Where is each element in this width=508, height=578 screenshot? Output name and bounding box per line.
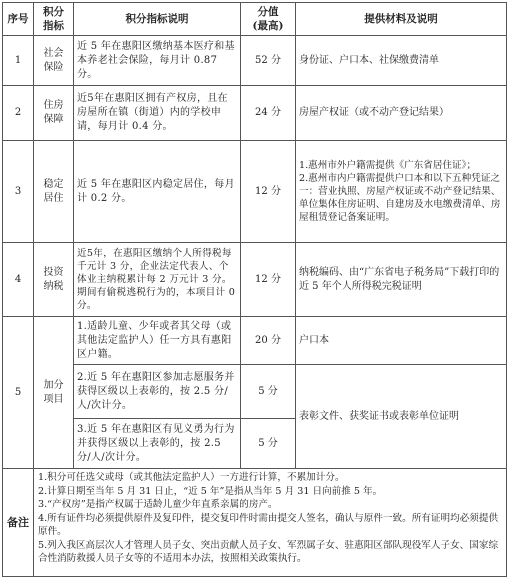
row-desc: 近5年在惠阳区拥有产权房，且在房屋所在镇（街道）内的学校申请，每月计 0.4 分。 xyxy=(74,86,241,141)
table-row xyxy=(3,317,507,365)
row-item: 社会 保险 xyxy=(34,36,74,86)
row-index: 2 xyxy=(3,86,34,141)
table-row xyxy=(3,243,507,317)
row-desc: 2.近 5 年在惠阳区参加志愿服务并获得区级以上表彰的，按 2.5 分/人/次计分。 xyxy=(74,365,241,419)
notes-label: 备注 xyxy=(3,469,34,577)
note-item: 2.计算日期至当年 5 月 31 日止，“近 5 年”是指从当年 5 月 31 日向前推 5 年。 xyxy=(38,485,383,497)
row-index: 5 xyxy=(3,317,34,469)
row-index: 1 xyxy=(3,36,34,86)
header-row xyxy=(3,3,507,36)
row-materials: 1.惠州市外户籍需提供《广东省居住证》； 2.惠州市内户籍需提供户口本和以下五种凭证之一：营业执照、房屋产权证或不动产登记结果、单位集体住房证明、自建房及水电缴费清单、房屋租赁登记备案证明。 xyxy=(296,141,507,243)
row-materials: 房屋产权证（或不动产登记结果） xyxy=(296,86,507,141)
row-desc: 近5年，在惠阳区缴纳个人所得税每千元计 3 分，企业法定代表人、个体业主纳税累计每 2 万元计 3 分。期间有偷税逃税行为的，本项目计 0 分。 xyxy=(74,243,241,317)
points-table xyxy=(2,2,507,577)
table-row xyxy=(3,86,507,141)
row-desc: 近 5 年在惠阳区缴纳基本医疗和基本养老社会保险，每月计 0.87 分。 xyxy=(74,36,241,86)
row-materials: 表彰文件、获奖证书或表彰单位证明 xyxy=(296,365,507,469)
header-index: 序号 xyxy=(3,3,34,36)
row-materials: 纳税编码、由“广东省电子税务局”下载打印的近 5 年个人所得税完税证明 xyxy=(296,243,507,317)
note-item: 1.积分可任选父或母（或其他法定监护人）一方进行计算，不累加计分。 xyxy=(38,472,345,483)
row-score: 12 分 xyxy=(241,243,296,317)
row-score: 24 分 xyxy=(241,86,296,141)
row-item: 住房 保障 xyxy=(34,86,74,141)
table-row xyxy=(3,365,507,419)
header-item: 积分 指标 xyxy=(34,3,74,36)
row-desc: 1.适龄儿童、少年或者其父母（或其他法定监护人）任一方具有惠阳区户籍。 xyxy=(74,317,241,365)
header-materials: 提供材料及说明 xyxy=(296,3,507,36)
row-materials: 户口本 xyxy=(296,317,507,365)
row-item: 投资 纳税 xyxy=(34,243,74,317)
notes-row xyxy=(3,469,507,577)
notes-content xyxy=(34,469,507,577)
row-item: 稳定 居住 xyxy=(34,141,74,243)
row-index: 3 xyxy=(3,141,34,243)
row-item: 加分 项目 xyxy=(34,317,74,469)
header-score: 分值 (最高) xyxy=(241,3,296,36)
row-score: 52 分 xyxy=(241,36,296,86)
note-item: 3.“产权房”是指产权属于适龄儿童少年直系亲属的房产。 xyxy=(38,499,278,510)
row-index: 4 xyxy=(3,243,34,317)
row-desc: 3.近 5 年在惠阳区有见义勇为行为并获得区级以上表彰的，按 2.5 分/人/次计分。 xyxy=(74,419,241,469)
table-row xyxy=(3,141,507,243)
row-materials: 身份证、户口本、社保缴费清单 xyxy=(296,36,507,86)
row-score: 12 分 xyxy=(241,141,296,243)
row-desc: 近 5 年在惠阳区内稳定居住，每月计 0.2 分。 xyxy=(74,141,241,243)
row-score: 5 分 xyxy=(241,419,296,469)
note-item: 4.所有证件均必须提供原件及复印件，提交复印件时需由提交人签名，确认与原件一致。所有证明均必须提供原件。 xyxy=(38,512,499,537)
row-score: 5 分 xyxy=(241,365,296,419)
header-desc: 积分指标说明 xyxy=(74,3,241,36)
table-row xyxy=(3,36,507,86)
note-item: 5.列入我区高层次人才管理人员子女、突出贡献人员子女、军烈属子女、驻惠阳区部队现役军人子女、国家综合性消防救援人员子女等的不适用本办法，按照相关政策执行。 xyxy=(38,539,499,564)
row-score: 20 分 xyxy=(241,317,296,365)
